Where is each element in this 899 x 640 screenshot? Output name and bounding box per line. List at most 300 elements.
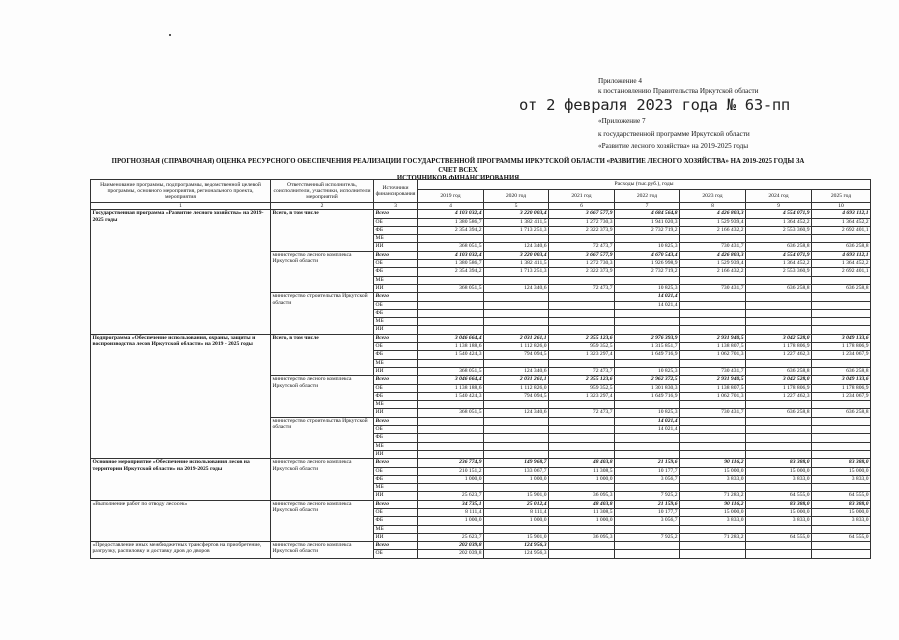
amount-cell: 4 554 071,9	[746, 251, 812, 259]
amount-cell: 368 051,5	[418, 284, 484, 292]
amount-cell	[484, 235, 549, 243]
amount-cell	[418, 525, 484, 533]
amount-cell	[418, 450, 484, 458]
amount-cell: 64 555,0	[746, 492, 812, 500]
amount-cell: 2 553 360,9	[746, 268, 812, 276]
resource-table	[90, 179, 871, 559]
column-index: 10	[812, 203, 871, 210]
amount-cell: 15 000,0	[680, 467, 746, 475]
amount-cell	[549, 235, 615, 243]
amount-cell: 15 000,0	[812, 508, 871, 516]
funding-source-cell: ОБ	[374, 426, 418, 434]
amount-cell: 2 354 394,2	[418, 226, 484, 234]
column-index: 1	[91, 203, 271, 210]
header-year: 2020 год	[484, 190, 549, 203]
amount-cell: 1 000,0	[418, 517, 484, 525]
amount-cell: 636 258,8	[812, 284, 871, 292]
amount-cell	[746, 359, 812, 367]
amount-cell: 1 227 462,3	[746, 351, 812, 359]
amount-cell: 636 258,8	[812, 409, 871, 417]
amount-cell: 1 364 452,2	[812, 218, 871, 226]
amount-cell	[680, 434, 746, 442]
amount-cell	[812, 326, 871, 334]
amount-cell: 2 732 719,2	[615, 226, 680, 234]
header-executor: Ответственный исполнитель, соисполнители, участники, исполнители мероприятий	[271, 180, 374, 203]
amount-cell: 2 962 372,5	[615, 376, 680, 384]
amount-cell	[484, 359, 549, 367]
amount-cell	[549, 434, 615, 442]
amount-cell	[746, 401, 812, 409]
funding-source-cell: ОБ	[374, 384, 418, 392]
amount-cell	[484, 401, 549, 409]
amount-cell: 1 234 067,9	[812, 351, 871, 359]
amount-cell: 1 323 297,4	[549, 351, 615, 359]
funding-source-cell: ИИ	[374, 533, 418, 541]
amount-cell	[549, 309, 615, 317]
amount-cell: 4 103 032,4	[418, 210, 484, 218]
funding-source-cell: ОБ	[374, 301, 418, 309]
amount-cell: 2 553 360,9	[746, 226, 812, 234]
amount-cell	[680, 450, 746, 458]
amount-cell: 1 178 806,9	[812, 343, 871, 351]
amount-cell	[812, 484, 871, 492]
amount-cell: 1 112 826,0	[484, 384, 549, 392]
amount-cell	[746, 301, 812, 309]
amount-cell: 10 825,3	[615, 243, 680, 251]
amount-cell: 124 340,6	[484, 243, 549, 251]
amount-cell	[812, 235, 871, 243]
amount-cell: 15 000,0	[812, 467, 871, 475]
amount-cell	[680, 235, 746, 243]
amount-cell: 1 000,0	[549, 475, 615, 483]
executor-cell: министерство строительства Иркутской области	[271, 293, 374, 334]
amount-cell: 4 670 543,4	[615, 251, 680, 259]
amount-cell	[680, 525, 746, 533]
amount-cell: 83 388,0	[812, 459, 871, 467]
amount-cell: 2 354 394,2	[418, 268, 484, 276]
appendix-reference: к постановлению Правительства Иркутской области	[598, 86, 759, 95]
table-row	[91, 459, 871, 467]
amount-cell: 1 380 586,7	[418, 260, 484, 268]
amount-cell: 64 555,0	[746, 533, 812, 541]
funding-source-cell: ОБ	[374, 508, 418, 516]
amount-cell: 2 355 123,6	[549, 334, 615, 342]
column-index: 9	[746, 203, 812, 210]
funding-source-cell: Всего	[374, 293, 418, 301]
amount-cell	[746, 417, 812, 425]
amount-cell: 36 095,3	[549, 533, 615, 541]
amount-cell: 3 667 577,9	[549, 251, 615, 259]
amount-cell: 15 901,0	[484, 533, 549, 541]
amount-cell: 71 283,2	[680, 492, 746, 500]
amount-cell: 368 051,5	[418, 367, 484, 375]
funding-source-cell: ОБ	[374, 467, 418, 475]
amount-cell: 4 103 032,4	[418, 251, 484, 259]
amount-cell: 730 431,7	[680, 243, 746, 251]
amount-cell: 72 473,7	[549, 284, 615, 292]
amount-cell	[549, 318, 615, 326]
header-name: Наименование программы, подпрограммы, ведомственной целевой программы, основного мероприятия, регионального проекта, мероприятия	[91, 180, 271, 203]
amount-cell: 1 227 462,3	[746, 392, 812, 400]
funding-source-cell: ОБ	[374, 343, 418, 351]
amount-cell	[812, 450, 871, 458]
header-expenses: Расходы (тыс.руб.), годы	[418, 180, 871, 190]
amount-cell	[615, 359, 680, 367]
amount-cell	[615, 550, 680, 558]
amount-cell: 11 308,5	[549, 508, 615, 516]
executor-cell: министерство строительства Иркутской области	[271, 417, 374, 458]
amount-cell	[418, 434, 484, 442]
amount-cell: 1 713 251,3	[484, 226, 549, 234]
amount-cell: 64 555,0	[812, 492, 871, 500]
column-index: 3	[374, 203, 418, 210]
amount-cell: 2 732 719,2	[615, 268, 680, 276]
amount-cell: 3 833,0	[680, 475, 746, 483]
amount-cell: 83 388,0	[812, 500, 871, 508]
amount-cell: 4 426 803,3	[680, 210, 746, 218]
amount-cell: 1 138 807,5	[680, 384, 746, 392]
funding-source-cell: МБ	[374, 525, 418, 533]
amount-cell: 3 833,0	[812, 517, 871, 525]
funding-source-cell: Всего	[374, 459, 418, 467]
funding-source-cell: Всего	[374, 417, 418, 425]
amount-cell	[549, 301, 615, 309]
amount-cell	[549, 450, 615, 458]
amount-cell	[549, 542, 615, 550]
amount-cell: 72 473,7	[549, 243, 615, 251]
amount-cell	[746, 442, 812, 450]
amount-cell	[615, 318, 680, 326]
amount-cell	[812, 417, 871, 425]
funding-source-cell: ФБ	[374, 351, 418, 359]
table-row	[91, 334, 871, 342]
amount-cell	[615, 276, 680, 284]
amount-cell: 124 340,6	[484, 409, 549, 417]
column-index-row	[91, 203, 871, 210]
amount-cell: 15 000,0	[746, 467, 812, 475]
funding-source-cell: ИИ	[374, 409, 418, 417]
column-index: 4	[418, 203, 484, 210]
amount-cell: 636 258,8	[746, 409, 812, 417]
amount-cell: 1 138 807,5	[680, 343, 746, 351]
header-year: 2025 год	[812, 190, 871, 203]
header-year: 2024 год	[746, 190, 812, 203]
funding-source-cell: ОБ	[374, 260, 418, 268]
header-year: 2021 год	[549, 190, 615, 203]
amount-cell: 2 166 432,2	[680, 226, 746, 234]
amount-cell: 3 220 003,4	[484, 251, 549, 259]
scan-speck	[169, 34, 171, 36]
amount-cell: 730 431,7	[680, 409, 746, 417]
amount-cell: 4 693 112,1	[812, 251, 871, 259]
amount-cell	[680, 326, 746, 334]
amount-cell	[812, 293, 871, 301]
funding-source-cell: ИИ	[374, 284, 418, 292]
amount-cell: 90 116,2	[680, 500, 746, 508]
column-index: 6	[549, 203, 615, 210]
amount-cell	[812, 525, 871, 533]
amount-cell: 1 178 806,9	[746, 343, 812, 351]
amount-cell	[680, 426, 746, 434]
amount-cell	[812, 359, 871, 367]
amount-cell	[418, 426, 484, 434]
amount-cell: 1 272 730,3	[549, 260, 615, 268]
column-index: 2	[271, 203, 374, 210]
amount-cell	[549, 276, 615, 284]
amount-cell: 3 056,7	[615, 475, 680, 483]
amount-cell	[615, 442, 680, 450]
amount-cell: 1 138 188,6	[418, 343, 484, 351]
amount-cell: 1 234 067,9	[812, 392, 871, 400]
amount-cell: 959 352,5	[549, 343, 615, 351]
amount-cell: 124 340,6	[484, 284, 549, 292]
amount-cell	[615, 542, 680, 550]
amount-cell: 3 833,0	[746, 475, 812, 483]
amount-cell: 794 094,5	[484, 351, 549, 359]
amount-cell: 1 301 830,3	[615, 384, 680, 392]
amount-cell: 2 355 123,6	[549, 376, 615, 384]
amount-cell	[746, 426, 812, 434]
amount-cell: 3 042 528,0	[746, 376, 812, 384]
amount-cell	[418, 484, 484, 492]
appendix2-reference: к государственной программе Иркутской области	[598, 129, 750, 138]
amount-cell	[549, 326, 615, 334]
amount-cell: 1 529 939,4	[680, 218, 746, 226]
appendix-number: Приложение 4	[598, 77, 642, 85]
table-row	[91, 542, 871, 550]
amount-cell: 1 364 452,2	[746, 218, 812, 226]
program-name-cell: Подпрограмма «Обеспечение использования, охраны, защиты и воспроизводства лесов Иркутской области» на 2019 - 2025 годы	[91, 334, 271, 458]
amount-cell: 210 151,2	[418, 467, 484, 475]
funding-source-cell: Всего	[374, 210, 418, 218]
amount-cell: 83 388,0	[746, 500, 812, 508]
funding-source-cell: ФБ	[374, 268, 418, 276]
funding-source-cell: ФБ	[374, 517, 418, 525]
amount-cell	[615, 525, 680, 533]
amount-cell: 1 649 716,9	[615, 351, 680, 359]
amount-cell	[680, 309, 746, 317]
amount-cell	[549, 525, 615, 533]
funding-source-cell: ФБ	[374, 309, 418, 317]
amount-cell	[680, 417, 746, 425]
amount-cell: 2 976 393,9	[615, 334, 680, 342]
column-index: 7	[615, 203, 680, 210]
amount-cell: 7 925,2	[615, 492, 680, 500]
document-title-line1: ПРОГНОЗНАЯ (СПРАВОЧНАЯ) ОЦЕНКА РЕСУРСНОГО ОБЕСПЕЧЕНИЯ РЕАЛИЗАЦИИ ГОСУДАРСТВЕННОЙ ПРОГРАММЫ ИРКУТСКОЙ ОБЛАСТИ «РАЗВИТИЕ ЛЕСНОГО ХОЗЯЙСТВА» НА 2019-2025 ГОДЫ ЗА СЧЕТ ВСЕХ	[111, 158, 805, 174]
amount-cell: 1 315 851,7	[615, 343, 680, 351]
amount-cell: 236 774,9	[418, 459, 484, 467]
amount-cell	[812, 442, 871, 450]
amount-cell	[549, 484, 615, 492]
amount-cell	[680, 550, 746, 558]
amount-cell	[812, 550, 871, 558]
funding-source-cell: ИИ	[374, 326, 418, 334]
amount-cell: 368 051,5	[418, 409, 484, 417]
amount-cell	[746, 550, 812, 558]
amount-cell: 7 925,2	[615, 533, 680, 541]
amount-cell	[484, 434, 549, 442]
funding-source-cell: ИИ	[374, 492, 418, 500]
amount-cell: 21 159,6	[615, 500, 680, 508]
amount-cell: 1 000,0	[549, 517, 615, 525]
amount-cell: 730 431,7	[680, 284, 746, 292]
amount-cell	[484, 417, 549, 425]
funding-source-cell: Всего	[374, 334, 418, 342]
amount-cell: 83 388,0	[746, 459, 812, 467]
amount-cell	[680, 542, 746, 550]
amount-cell	[812, 426, 871, 434]
amount-cell: 1 382 411,5	[484, 218, 549, 226]
amount-cell	[746, 318, 812, 326]
amount-cell	[680, 484, 746, 492]
funding-source-cell: ИИ	[374, 243, 418, 251]
amount-cell: 72 473,7	[549, 409, 615, 417]
amount-cell	[615, 235, 680, 243]
amount-cell: 2 931 940,5	[680, 334, 746, 342]
amount-cell: 1 062 701,3	[680, 392, 746, 400]
amount-cell	[484, 442, 549, 450]
amount-cell: 4 426 803,3	[680, 251, 746, 259]
amount-cell	[484, 426, 549, 434]
amount-cell: 1 062 701,3	[680, 351, 746, 359]
amount-cell: 15 901,0	[484, 492, 549, 500]
table-row	[91, 210, 871, 218]
amount-cell: 1 272 730,3	[549, 218, 615, 226]
amount-cell: 1 112 826,0	[484, 343, 549, 351]
appendix2-number: «Приложение 7	[598, 117, 646, 125]
amount-cell	[549, 417, 615, 425]
amount-cell: 11 308,5	[549, 467, 615, 475]
date-stamp: от 2 февраля 2023 года № 63-пп	[519, 96, 790, 114]
amount-cell: 636 258,8	[746, 367, 812, 375]
funding-source-cell: ФБ	[374, 226, 418, 234]
executor-cell: министерство лесного комплекса Иркутской области	[271, 251, 374, 292]
amount-cell: 10 177,7	[615, 467, 680, 475]
funding-source-cell: Всего	[374, 251, 418, 259]
appendix2-block	[598, 115, 750, 153]
amount-cell: 124 956,3	[484, 550, 549, 558]
amount-cell: 10 825,3	[615, 409, 680, 417]
amount-cell	[418, 235, 484, 243]
amount-cell	[418, 442, 484, 450]
amount-cell: 15 000,0	[746, 508, 812, 516]
amount-cell: 71 283,2	[680, 533, 746, 541]
amount-cell: 3 042 528,0	[746, 334, 812, 342]
amount-cell: 21 159,6	[615, 459, 680, 467]
amount-cell: 3 833,0	[812, 475, 871, 483]
amount-cell: 2 692 401,1	[812, 268, 871, 276]
amount-cell	[418, 417, 484, 425]
header-year: 2022 год	[615, 190, 680, 203]
amount-cell: 959 352,5	[549, 384, 615, 392]
column-index: 5	[484, 203, 549, 210]
funding-source-cell: ФБ	[374, 434, 418, 442]
amount-cell: 2 031 261,1	[484, 334, 549, 342]
amount-cell: 2 322 373,9	[549, 268, 615, 276]
amount-cell	[746, 542, 812, 550]
amount-cell: 202 039,8	[418, 550, 484, 558]
amount-cell	[418, 359, 484, 367]
amount-cell: 2 031 261,1	[484, 376, 549, 384]
amount-cell	[615, 484, 680, 492]
amount-cell	[484, 450, 549, 458]
amount-cell	[615, 401, 680, 409]
amount-cell: 636 258,8	[812, 367, 871, 375]
funding-source-cell: ФБ	[374, 475, 418, 483]
program-name-cell: Основное мероприятие «Обеспечение использования лесов на территории Иркутской области» на 2019-2025 годы	[91, 459, 271, 500]
executor-cell: Всего, в том числе	[271, 210, 374, 251]
amount-cell	[549, 442, 615, 450]
amount-cell	[680, 293, 746, 301]
column-index: 8	[680, 203, 746, 210]
funding-source-cell: Всего	[374, 542, 418, 550]
table-body	[91, 210, 871, 558]
amount-cell	[812, 401, 871, 409]
amount-cell: 1 540 424,3	[418, 392, 484, 400]
amount-cell	[484, 484, 549, 492]
amount-cell: 1 649 716,9	[615, 392, 680, 400]
appendix2-program: «Развитие лесного хозяйства» на 2019-2025 годы	[598, 142, 749, 150]
amount-cell	[549, 550, 615, 558]
amount-cell	[680, 276, 746, 284]
executor-cell: министерство лесного комплекса Иркутской области	[271, 542, 374, 559]
amount-cell	[615, 326, 680, 334]
amount-cell: 202 039,8	[418, 542, 484, 550]
amount-cell: 3 056,7	[615, 517, 680, 525]
funding-source-cell: МБ	[374, 318, 418, 326]
amount-cell: 3 046 664,4	[418, 376, 484, 384]
program-name-cell: «Предоставление иных межбюджетных трансфертов на приобретение, разгрузку, распиловку и доставку дров до дворов	[91, 542, 271, 559]
amount-cell: 15 000,0	[680, 508, 746, 516]
amount-cell	[746, 484, 812, 492]
amount-cell: 1 713 251,3	[484, 268, 549, 276]
amount-cell	[680, 301, 746, 309]
amount-cell	[812, 542, 871, 550]
amount-cell	[418, 293, 484, 301]
amount-cell	[615, 450, 680, 458]
header-year: 2023 год	[680, 190, 746, 203]
executor-cell: Всего, в том числе	[271, 334, 374, 375]
amount-cell: 2 931 940,5	[680, 376, 746, 384]
funding-source-cell: ИИ	[374, 450, 418, 458]
amount-cell	[680, 318, 746, 326]
amount-cell	[746, 293, 812, 301]
amount-cell	[549, 359, 615, 367]
amount-cell: 3 220 003,4	[484, 210, 549, 218]
funding-source-cell: ИИ	[374, 367, 418, 375]
amount-cell	[484, 309, 549, 317]
funding-source-cell: ОБ	[374, 550, 418, 558]
amount-cell: 1 178 806,9	[746, 384, 812, 392]
table-row	[91, 500, 871, 508]
amount-cell: 14 021,4	[615, 417, 680, 425]
amount-cell: 48 403,8	[549, 459, 615, 467]
amount-cell	[746, 326, 812, 334]
amount-cell	[418, 401, 484, 409]
funding-source-cell: МБ	[374, 484, 418, 492]
amount-cell: 149 968,7	[484, 459, 549, 467]
executor-cell: министерство лесного комплекса Иркутской области	[271, 459, 374, 500]
amount-cell	[812, 434, 871, 442]
funding-source-cell: МБ	[374, 235, 418, 243]
amount-cell: 794 094,5	[484, 392, 549, 400]
amount-cell	[746, 235, 812, 243]
amount-cell	[680, 359, 746, 367]
amount-cell	[746, 450, 812, 458]
executor-cell: министерство лесного комплекса Иркутской области	[271, 500, 374, 541]
amount-cell	[615, 434, 680, 442]
amount-cell: 636 258,8	[746, 284, 812, 292]
